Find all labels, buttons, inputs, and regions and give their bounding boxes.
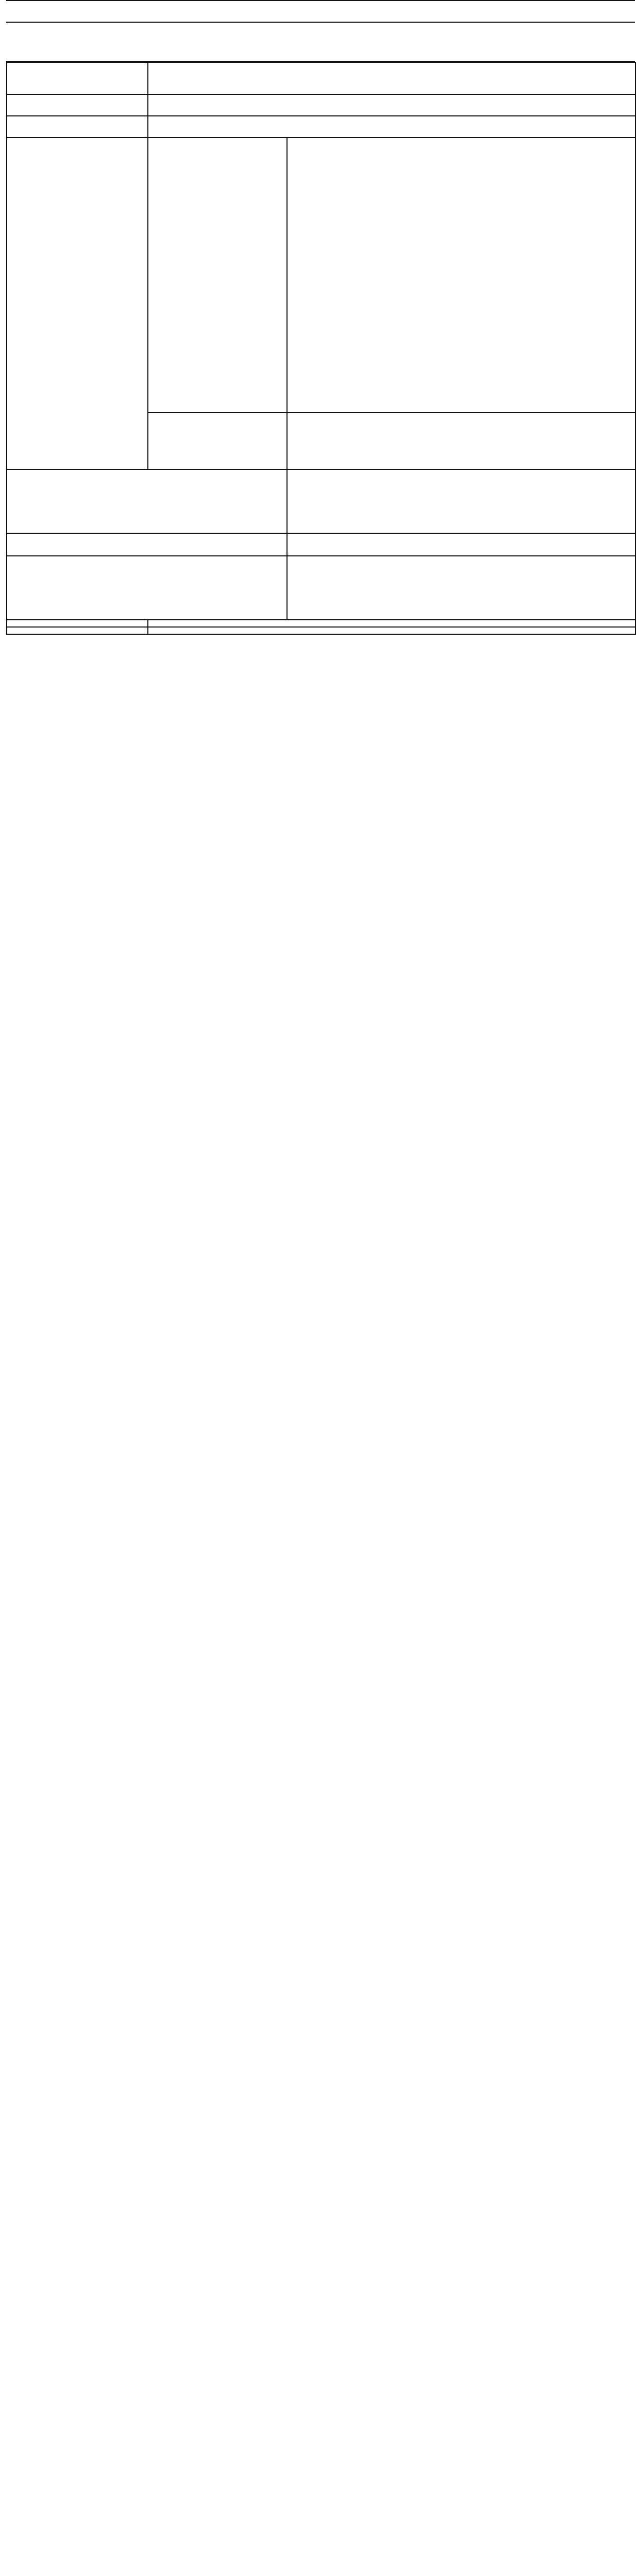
time-list xyxy=(287,556,635,620)
result-label xyxy=(148,413,287,469)
address-value xyxy=(148,116,635,138)
staff-label xyxy=(7,469,287,533)
hazards-label xyxy=(148,138,287,413)
evaluation-text-part1 xyxy=(148,620,635,627)
report-meta xyxy=(6,41,635,62)
reviewer-row xyxy=(6,22,635,43)
editor-row xyxy=(6,0,635,22)
companion-label xyxy=(7,533,287,556)
evaluation-label-continued xyxy=(7,627,148,634)
companion-value xyxy=(287,533,635,556)
unit-label xyxy=(7,62,148,94)
result-value xyxy=(287,413,635,469)
address-label xyxy=(7,116,148,138)
unit-value xyxy=(148,62,635,94)
time-label xyxy=(7,556,287,620)
evaluation-label xyxy=(7,620,148,627)
hazards-value xyxy=(287,138,635,413)
staff-list xyxy=(287,469,635,533)
evaluation-text-part2 xyxy=(148,627,635,634)
project-value xyxy=(148,94,635,116)
hazard-section-label xyxy=(7,138,148,469)
project-label xyxy=(7,94,148,116)
info-table xyxy=(6,62,636,635)
report-footer xyxy=(6,0,635,43)
